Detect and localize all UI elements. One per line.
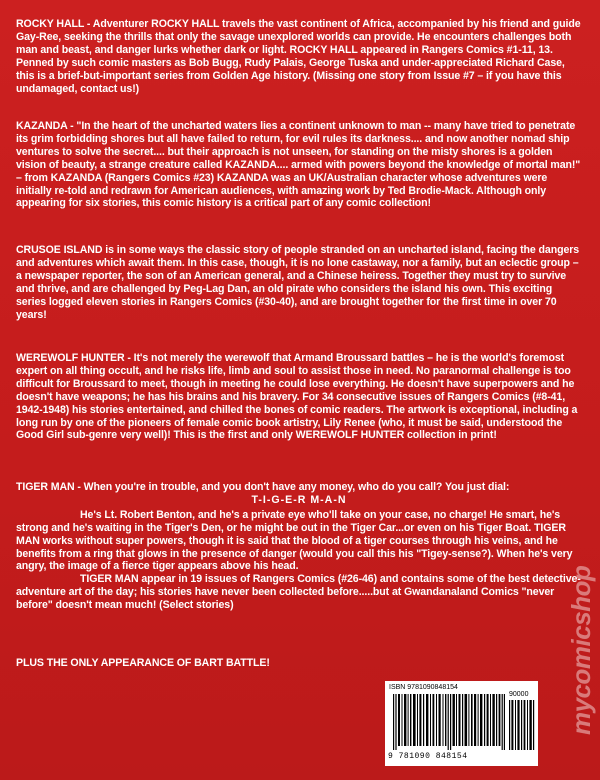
barcode-digits: 9 781090 848154 xyxy=(388,752,468,761)
mycomicshop-watermark: mycomicshop xyxy=(566,565,596,735)
tiger-man-spelled: T-I-G-E-R M-A-N xyxy=(251,493,347,506)
tiger-man-paragraph-1: He's Lt. Robert Benton, and he's a private eye who'll take on your case, no charge! He smart, he's strong and he's waiting in the Tiger's Den, or he might be out in the Tiger Car...or even on his Tiger Boat. TIGER MAN works without super powers, though it is said that the blood of a tiger courses through his veins, and he benefits from a ring that glows in the presence of danger (would you call this his "Tigey-sense?). When he's very angry, the image of a fierce tiger appears above his head. xyxy=(16,508,573,573)
tiger-man-paragraph-2: TIGER MAN appear in 19 issues of Rangers Comics (#26-46) and contains some of the best detective-adventure art of the day; his stories have never been collected before.....but at Gwandanaland Comics "never before" doesn't mean much! (Select stories) xyxy=(16,573,581,612)
barcode-addon-number: 90000 xyxy=(509,691,529,698)
isbn-barcode xyxy=(385,681,538,766)
kazanda-description: KAZANDA - "In the heart of the uncharted waters lies a continent unknown to man -- many have tried to penetrate its grim forbidding shores but all have failed to return, for evil rules its darkness.... and now another nomad ship ventures to solve the secret.... but their approach is not unseen, for standing on the misty shores is a golden vision of beauty, a strange creature called KAZANDA.... armed with powers beyond the knowledge of mortal man!" – from KAZANDA (Rangers Comics #23) KAZANDA was an UK/Australian character whose adventures were initially re-told and redrawn for American audiences, with amazing work by Ted Brodie-Mack. Although only appearing for six stories, this comic history is a critical part of any comic collection! xyxy=(16,120,581,210)
barcode-bars xyxy=(393,694,505,750)
bart-battle-note: PLUS THE ONLY APPEARANCE OF BART BATTLE! xyxy=(16,657,270,669)
isbn-label: ISBN 9781090848154 xyxy=(389,684,458,691)
tiger-man-intro: TIGER MAN - When you're in trouble, and you don't have any money, who do you call? You just dial: xyxy=(16,481,510,493)
werewolf-hunter-description: WEREWOLF HUNTER - It's not merely the werewolf that Armand Broussard battles – he is the world's foremost expert on all thing occult, and he risks life, limb and soul to assist those in need. No paranormal challenge is too difficult for Broussard to meet, though in meeting he could lose everything. He doesn't have superpowers and he doesn't have weapons; he has his brains and his bravery. For 34 consecutive issues of Rangers Comics (#8-41, 1942-1948) his stories entertained, and chilled the bones of comic readers. The artwork is exceptional, including a long run by one of the pioneers of female comic book artistry, Lily Renee (who, it must be said, understood the Good Girl sub-genre very well)! This is the first and only WEREWOLF HUNTER collection in print! xyxy=(16,352,578,442)
rocky-hall-description: ROCKY HALL - Adventurer ROCKY HALL travels the vast continent of Africa, accompanied by his friend and guide Gay-Ree, seeking the thrills that only the savage unexplored worlds can provide. He encounters challenges both man and beast, and danger lurks whether dark or light. ROCKY HALL appeared in Rangers Comics #1-11, 13. Penned by such comic masters as Bob Bugg, Rudy Palais, George Tuska and under-appreciated Richard Case, this is a brief-but-important series from Golden Age history. (Missing one story from Issue #7 – if you have this undamaged, contact us!) xyxy=(16,18,581,95)
tiger-man-description xyxy=(16,481,582,612)
crusoe-island-description: CRUSOE ISLAND is in some ways the classic story of people stranded on an uncharted island, facing the dangers and adventures which await them. In this case, though, it is no lone castaway, nor a family, but an eclectic group – a newspaper reporter, the son of an American general, and a Chinese heiress. Together they must try to survive and thrive, and are challenged by Peg-Lag Dan, an old pirate who considers the island his own. This exciting series logged eleven stories in Rangers Comics (#30-40), and are brought together for the first time in over 70 years! xyxy=(16,244,580,321)
barcode-addon-bars xyxy=(509,700,535,750)
